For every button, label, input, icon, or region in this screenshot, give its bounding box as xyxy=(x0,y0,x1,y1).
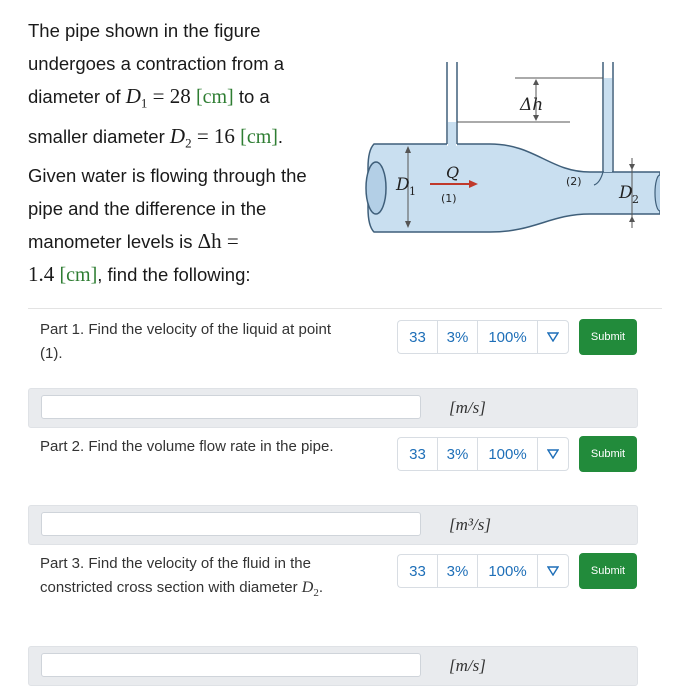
tool-percent-button[interactable]: 3% xyxy=(437,437,477,471)
dropdown-toggle[interactable] xyxy=(537,554,569,588)
label-delta-h: Δh xyxy=(520,95,544,115)
part-3-question-period: . xyxy=(318,579,324,596)
problem-line-8 xyxy=(28,258,328,292)
part-2-answer-input[interactable] xyxy=(41,512,421,536)
problem-text: manometer levels is xyxy=(28,231,198,253)
problem-line-3 xyxy=(28,80,328,120)
manometer-fluid-1 xyxy=(448,122,456,146)
tool-percent-button[interactable]: 3% xyxy=(437,554,477,588)
math-eq: = xyxy=(221,229,239,254)
part-1-submit-button[interactable]: Submit xyxy=(579,319,637,355)
divider xyxy=(28,308,662,309)
part-3-unit: [m/s] xyxy=(449,656,486,675)
part-1-answer-row xyxy=(28,388,638,428)
tool-33-button[interactable]: 33 xyxy=(397,554,437,588)
part-3-question-text: Part 3. Find the velocity of the fluid in the constricted cross section with diameter xyxy=(40,555,311,596)
label-point-2: (2) xyxy=(566,175,582,188)
part-2-submit-button[interactable]: Submit xyxy=(579,436,637,472)
problem-line-4 xyxy=(28,120,328,160)
problem-line-2: undergoes a contraction from a xyxy=(28,53,285,74)
math-var-d2: D xyxy=(169,123,186,148)
math-sub-1: 1 xyxy=(140,95,148,111)
dropdown-toggle[interactable] xyxy=(537,320,569,354)
tool-100-percent-button[interactable]: 100% xyxy=(477,554,537,588)
triangle-down-icon xyxy=(547,566,559,576)
part-1-question: Part 1. Find the velocity of the liquid at point (1). xyxy=(40,321,331,362)
pipe-left-end xyxy=(366,162,386,214)
math-value-1-4: 1.4 xyxy=(28,262,60,287)
part-3-question xyxy=(40,552,340,605)
problem-line-7 xyxy=(28,225,328,258)
math-sub-2: 2 xyxy=(313,587,319,599)
part-3-toolbar xyxy=(397,554,637,588)
unit-cm: [cm] xyxy=(195,86,234,108)
problem-text: . xyxy=(277,125,284,147)
part-3-answer-input[interactable] xyxy=(41,653,421,677)
problem-statement xyxy=(28,14,328,292)
math-delta-h: Δh xyxy=(197,229,222,254)
part-2-answer-row xyxy=(28,505,638,545)
problem-line-6: pipe and the difference in the xyxy=(28,198,267,220)
unit-cm: [cm] xyxy=(59,264,98,287)
part-2-unit: [m³/s] xyxy=(449,515,491,534)
part-1-answer-input[interactable] xyxy=(41,395,421,419)
math-eq-28: = 28 xyxy=(147,84,196,108)
problem-line-5: Given water is flowing through the xyxy=(28,165,307,187)
part-2-toolbar xyxy=(397,437,637,471)
tool-33-button[interactable]: 33 xyxy=(397,437,437,471)
math-var-d2: D xyxy=(301,579,314,596)
label-d2-sub: 2 xyxy=(632,193,639,206)
unit-cm: [cm] xyxy=(240,125,278,148)
label-d2: D xyxy=(619,183,633,203)
problem-text: diameter of xyxy=(28,86,126,107)
manometer-fluid-2 xyxy=(604,78,612,172)
problem-text: to a xyxy=(233,86,270,107)
part-1-unit: [m/s] xyxy=(449,398,486,417)
dropdown-toggle[interactable] xyxy=(537,437,569,471)
pipe-contraction-figure xyxy=(360,58,660,238)
math-sub-2: 2 xyxy=(185,135,192,151)
problem-line-1: The pipe shown in the figure xyxy=(28,20,261,41)
math-var-d1: D xyxy=(125,84,141,108)
triangle-down-icon xyxy=(547,332,559,342)
tool-100-percent-button[interactable]: 100% xyxy=(477,320,537,354)
triangle-down-icon xyxy=(547,449,559,459)
tool-percent-button[interactable]: 3% xyxy=(437,320,477,354)
problem-text: , find the following: xyxy=(97,264,251,286)
part-3-submit-button[interactable]: Submit xyxy=(579,553,637,589)
part-3-answer-row xyxy=(28,646,638,686)
label-q: Q xyxy=(446,163,460,182)
part-1-toolbar xyxy=(397,320,637,354)
label-d1-sub: 1 xyxy=(409,185,416,198)
tool-100-percent-button[interactable]: 100% xyxy=(477,437,537,471)
problem-text: smaller diameter xyxy=(28,125,170,147)
math-eq-16: = 16 xyxy=(191,123,241,148)
tool-33-button[interactable]: 33 xyxy=(397,320,437,354)
label-d1: D xyxy=(396,175,410,195)
label-point-1: (1) xyxy=(441,192,457,205)
part-2-question: Part 2. Find the volume flow rate in the pipe. xyxy=(40,438,334,455)
